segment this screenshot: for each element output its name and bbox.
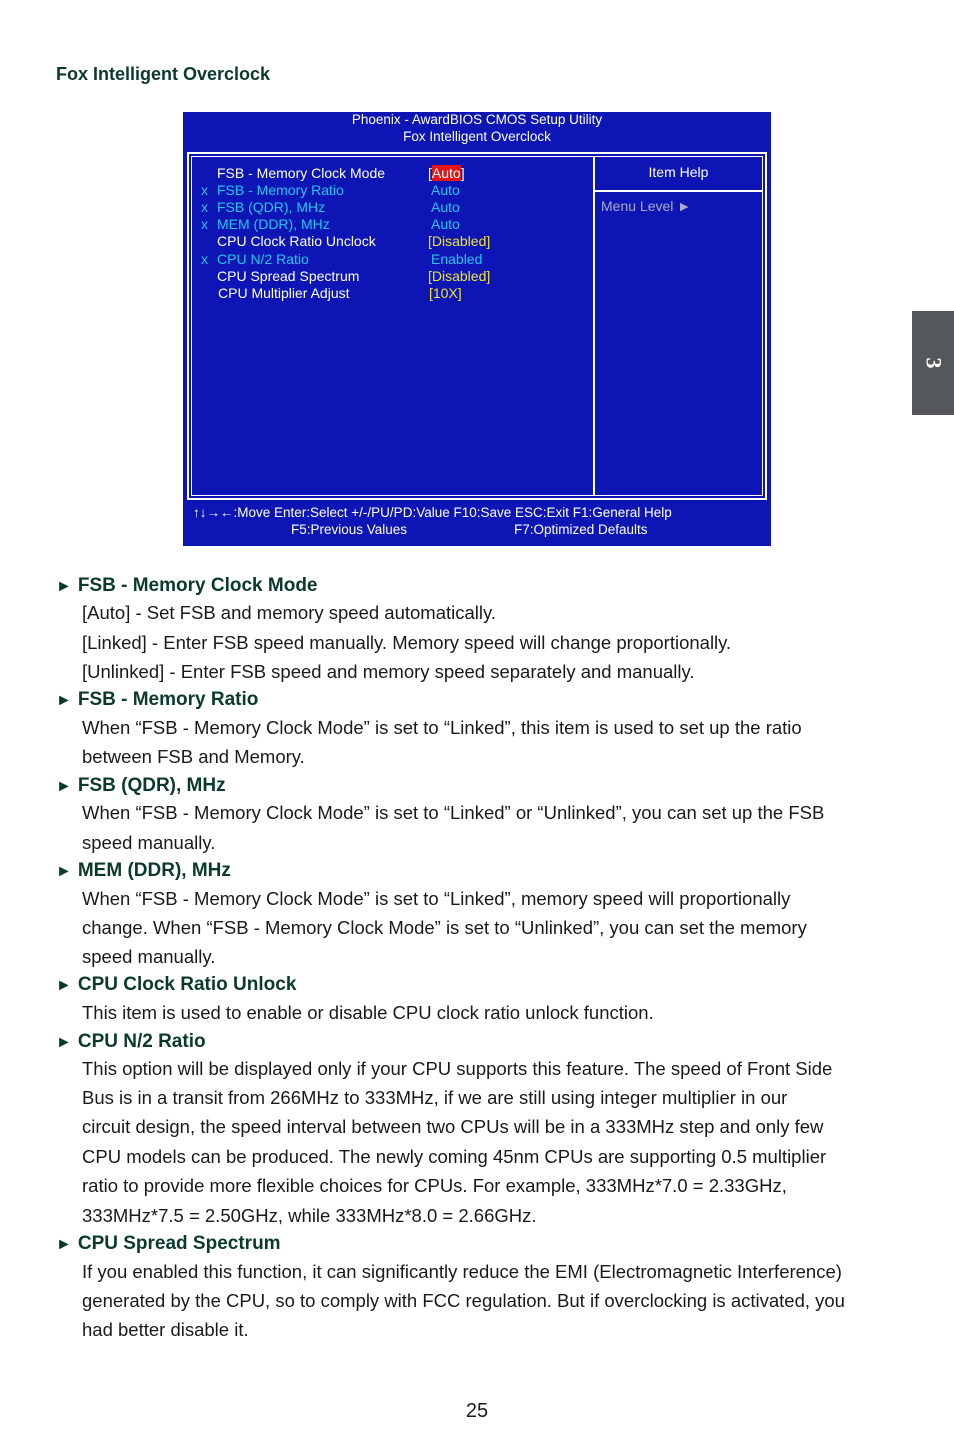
paragraph-line: generated by the CPU, so to comply with FCC regulation. But if overclocking is activated, you (82, 1290, 845, 1311)
bios-item-value: Auto (431, 199, 460, 215)
bios-header-subtitle: Fox Intelligent Overclock (403, 129, 551, 144)
paragraph-line: This item is used to enable or disable CPU clock ratio unlock function. (82, 1002, 654, 1023)
paragraph-line: had better disable it. (82, 1319, 249, 1340)
paragraph-line: speed manually. (82, 946, 216, 967)
bios-item-cpu-n2-ratio[interactable] (192, 251, 592, 268)
help-separator (595, 190, 762, 192)
bios-panel-divider (593, 157, 595, 495)
paragraph-line: circuit design, the speed interval between two CPUs will be in a 333MHz step and only few (82, 1116, 824, 1137)
heading-text: MEM (DDR), MHz (77, 860, 231, 881)
heading-cpu-clock-ratio-unlock (56, 974, 296, 996)
bios-key-previous-values: F5:Previous Values (291, 522, 408, 537)
triangle-right-icon: ► (56, 692, 72, 709)
bios-item-cpu-multiplier-adjust[interactable] (192, 285, 592, 302)
triangle-right-icon: ► (56, 977, 72, 994)
paragraph-line: When “FSB - Memory Clock Mode” is set to “Linked”, this item is used to set up the ratio (82, 717, 802, 738)
heading-fsb-qdr-mhz (56, 775, 226, 797)
heading-mem-ddr-mhz (56, 860, 231, 882)
page-number: 25 (465, 1400, 489, 1422)
bios-item-label: FSB - Memory Ratio (217, 182, 344, 198)
paragraph-line: [Linked] - Enter FSB speed manually. Memory speed will change proportionally. (82, 632, 732, 653)
heading-text: FSB - Memory Ratio (77, 689, 259, 710)
bios-item-value: Enabled (431, 251, 483, 267)
heading-text: CPU Clock Ratio Unlock (77, 974, 297, 995)
bios-key-optimized-defaults: F7:Optimized Defaults (514, 522, 648, 537)
heading-text: FSB - Memory Clock Mode (77, 575, 318, 596)
triangle-right-icon: ► (56, 578, 72, 595)
paragraph-line: When “FSB - Memory Clock Mode” is set to “Linked”, memory speed will proportionally (82, 888, 791, 909)
bios-item-label: FSB - Memory Clock Mode (217, 165, 386, 181)
bios-item-label: CPU Clock Ratio Unclock (217, 233, 376, 249)
bios-item-value[interactable] (428, 165, 465, 181)
paragraph-line: between FSB and Memory. (82, 746, 305, 767)
paragraph-line: speed manually. (82, 832, 216, 853)
selected-value: Auto (431, 165, 461, 181)
heading-text: FSB (QDR), MHz (77, 775, 226, 796)
menu-level: Menu Level ► (601, 198, 692, 214)
paragraph-line: ratio to provide more flexible choices for CPUs. For example, 333MHz*7.0 = 2.33GHz, (82, 1175, 787, 1196)
section-title: Fox Intelligent Overclock (56, 64, 271, 84)
bios-item-mark: x (201, 216, 208, 232)
bios-item-label: MEM (DDR), MHz (217, 216, 330, 232)
bracket-close: ] (460, 165, 465, 181)
bios-item-mark: x (201, 182, 208, 198)
paragraph-line: change. When “FSB - Memory Clock Mode” is set to “Unlinked”, you can set the memory (82, 917, 807, 938)
heading-cpu-n2-ratio (56, 1031, 206, 1053)
paragraph-line: Bus is in a transit from 266MHz to 333MHz, if we are still using integer multiplier in our (82, 1087, 788, 1108)
heading-cpu-spread-spectrum (56, 1233, 281, 1255)
bios-key-help-line: ↑↓→←:Move Enter:Select +/-/PU/PD:Value F10:Save ESC:Exit F1:General Help (193, 505, 672, 520)
triangle-right-icon: ► (56, 863, 72, 880)
bios-item-label: FSB (QDR), MHz (217, 199, 326, 215)
bios-item-label: CPU Spread Spectrum (217, 268, 360, 284)
paragraph-line: 333MHz*7.5 = 2.50GHz, while 333MHz*8.0 = 2.66GHz. (82, 1205, 537, 1226)
paragraph-line: When “FSB - Memory Clock Mode” is set to “Linked” or “Unlinked”, you can set up the FSB (82, 802, 825, 823)
item-help-title: Item Help (648, 164, 709, 180)
bios-item-fsb-memory-clock-mode[interactable] (192, 165, 592, 182)
bios-item-value: Auto (431, 216, 460, 232)
bios-item-label: CPU Multiplier Adjust (218, 285, 350, 301)
bios-item-fsb-qdr-mhz[interactable] (192, 199, 592, 216)
heading-text: CPU Spread Spectrum (77, 1233, 281, 1254)
bios-header-title: Phoenix - AwardBIOS CMOS Setup Utility (351, 112, 603, 127)
bios-screen (183, 112, 771, 546)
bios-item-value[interactable]: [10X] (429, 285, 462, 301)
paragraph-line: This option will be displayed only if your CPU supports this feature. The speed of Front Side (82, 1058, 833, 1079)
triangle-right-icon: ► (56, 778, 72, 795)
bios-item-label: CPU N/2 Ratio (217, 251, 309, 267)
bios-item-cpu-spread-spectrum[interactable] (192, 268, 592, 285)
paragraph-line: CPU models can be produced. The newly coming 45nm CPUs are supporting 0.5 multiplier (82, 1146, 827, 1167)
paragraph-line: If you enabled this function, it can significantly reduce the EMI (Electromagnetic Interference) (82, 1261, 842, 1282)
triangle-right-icon: ► (56, 1236, 72, 1253)
chapter-number: 3 (921, 357, 946, 369)
bios-inner-frame (191, 156, 763, 496)
bios-item-value[interactable]: [Disabled] (428, 233, 491, 249)
bracket-open: [ (428, 165, 432, 181)
bios-item-mem-ddr-mhz[interactable] (192, 216, 592, 233)
triangle-right-icon: ► (56, 1034, 72, 1051)
paragraph-line: [Auto] - Set FSB and memory speed automatically. (82, 602, 497, 623)
bios-item-value[interactable]: [Disabled] (428, 268, 491, 284)
bios-item-value: Auto (431, 182, 460, 198)
heading-fsb-memory-clock-mode (56, 575, 318, 597)
bios-frame (187, 152, 767, 500)
paragraph-line: [Unlinked] - Enter FSB speed and memory speed separately and manually. (82, 661, 695, 682)
bios-item-mark: x (201, 199, 208, 215)
bios-item-cpu-clock-ratio-unclock[interactable] (192, 233, 592, 250)
heading-fsb-memory-ratio (56, 689, 258, 711)
chapter-tab (912, 311, 954, 415)
bios-item-fsb-memory-ratio[interactable] (192, 182, 592, 199)
bios-item-mark: x (201, 251, 208, 267)
heading-text: CPU N/2 Ratio (77, 1031, 206, 1052)
